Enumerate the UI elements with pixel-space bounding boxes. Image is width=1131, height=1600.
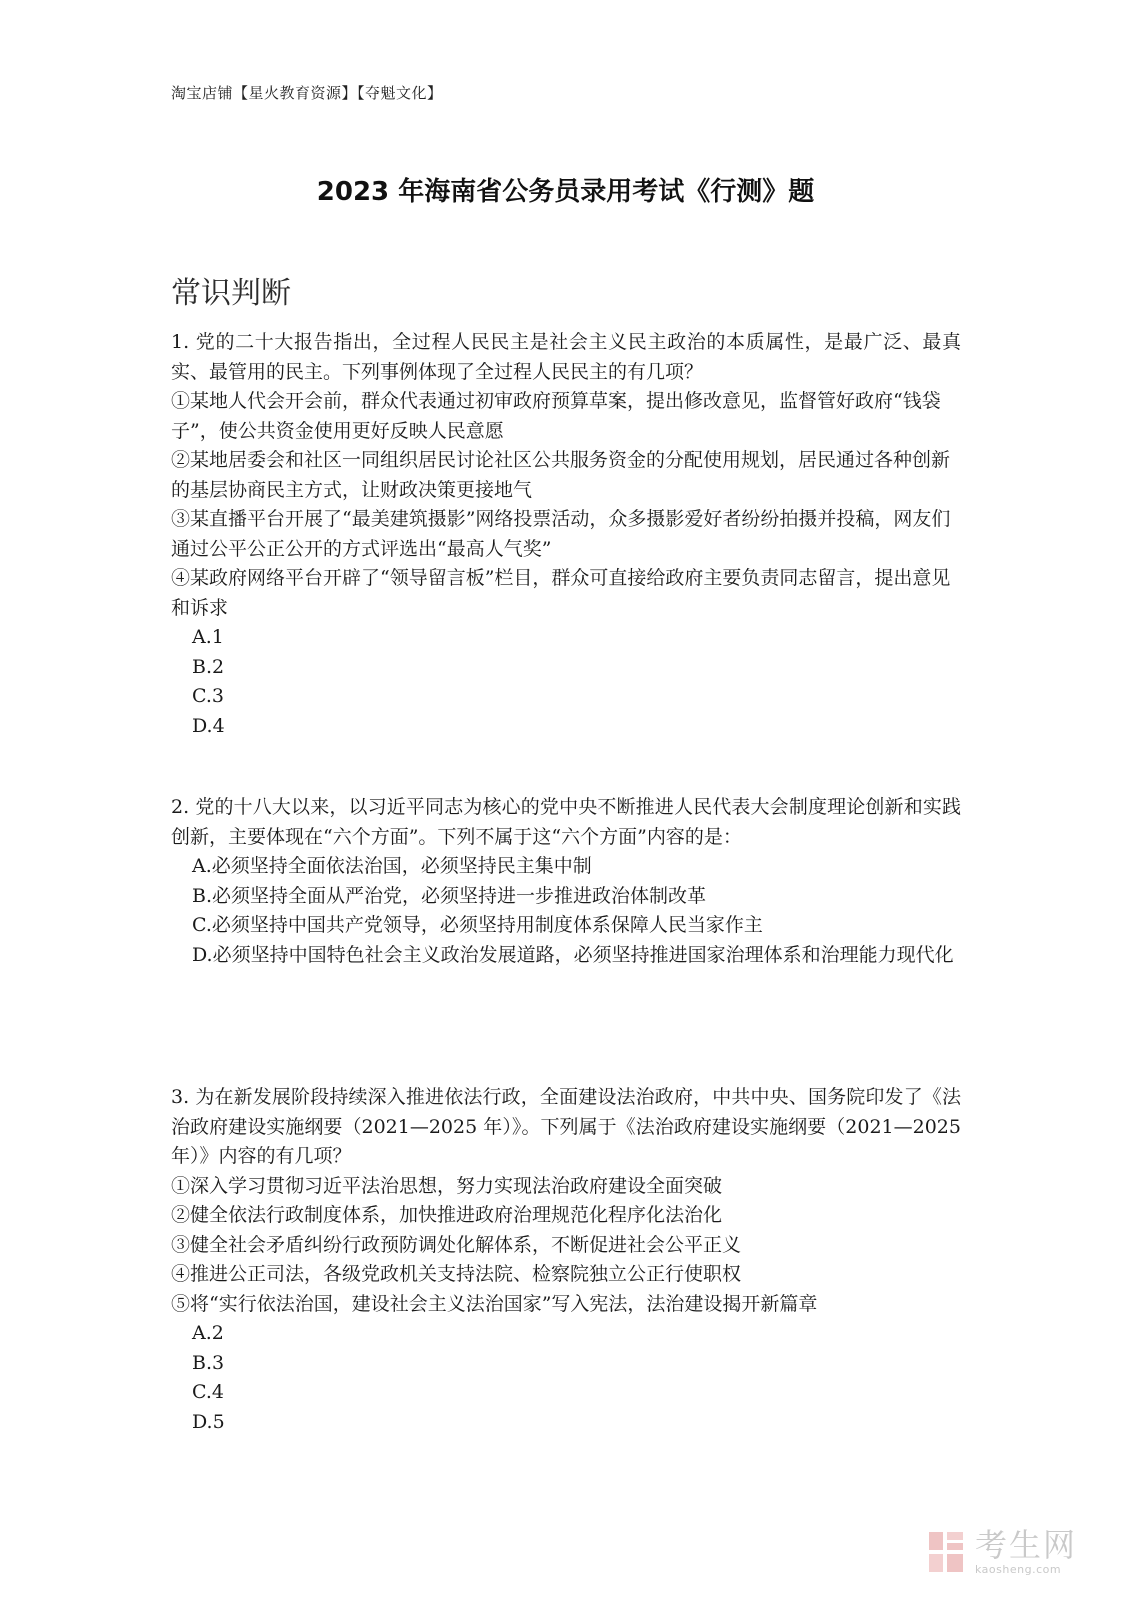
answer-option-d: D.必须坚持中国特色社会主义政治发展道路，必须坚持推进国家治理体系和治理能力现代化 [192, 943, 954, 966]
answer-option-c: C.4 [192, 1381, 224, 1403]
answer-option-a: A.2 [192, 1322, 224, 1344]
watermark-domain: kaosheng.com [975, 1563, 1062, 1576]
document-title: 2023 年海南省公务员录用考试《行测》题 [316, 177, 815, 207]
statement-item: ③某直播平台开展了“最美建筑摄影”网络投票活动，众多摄影爱好者纷纷拍摄并投稿，网友们通过公平公正公开的方式评选出“最高人气奖” [171, 508, 951, 560]
question-stem: 3. 为在新发展阶段持续深入推进依法行政，全面建设法治政府，中共中央、国务院印发了《法治政府建设实施纲要（2021—2025 年）》。下列属于《法治政府建设实施纲要（2021—2025 年）》内容的有几项？ [171, 1086, 961, 1167]
statement-item: ⑤将“实行依法治国，建设社会主义法治国家”写入宪法，法治建设揭开新篇章 [171, 1292, 818, 1315]
answer-option-c: C.3 [192, 685, 224, 707]
statement-item: ④某政府网络平台开辟了“领导留言板”栏目，群众可直接给政府主要负责同志留言，提出意见和诉求 [171, 567, 951, 619]
question-2 [171, 793, 961, 970]
answer-option-d: D.4 [192, 714, 225, 737]
answer-option-b: B.必须坚持全面从严治党，必须坚持进一步推进政治体制改革 [192, 884, 707, 907]
statement-item: ①深入学习贯彻习近平法治思想，努力实现法治政府建设全面突破 [171, 1174, 723, 1197]
statement-item: ①某地人代会开会前，群众代表通过初审政府预算草案，提出修改意见，监督管好政府“钱袋子”，使公共资金使用更好反映人民意愿 [171, 390, 941, 442]
watermark-name: 考生网 [975, 1526, 1078, 1564]
answer-option-d: D.5 [192, 1410, 225, 1433]
kaosheng-logo-icon [927, 1530, 967, 1574]
statement-item: ③健全社会矛盾纠纷行政预防调处化解体系，不断促进社会公平正义 [171, 1233, 742, 1256]
section-title: 常识判断 [171, 276, 291, 311]
question-3 [171, 1083, 961, 1437]
watermark [927, 1527, 1097, 1577]
statement-item: ④推进公正司法，各级党政机关支持法院、检察院独立公正行使职权 [171, 1263, 742, 1285]
answer-option-c: C.必须坚持中国共产党领导，必须坚持用制度体系保障人民当家作主 [192, 914, 763, 936]
question-stem: 2. 党的十八大以来，以习近平同志为核心的党中央不断推进人民代表大会制度理论创新和实践创新，主要体现在“六个方面”。下列不属于这“六个方面”内容的是： [171, 796, 961, 848]
question-1 [171, 328, 961, 741]
statement-item: ②某地居委会和社区一同组织居民讨论社区公共服务资金的分配使用规划，居民通过各种创新的基层协商民主方式，让财政决策更接地气 [171, 449, 951, 501]
statement-item: ②健全依法行政制度体系，加快推进政府治理规范化程序化法治化 [171, 1204, 723, 1226]
shop-header: 淘宝店铺【星火教育资源】【夺魁文化】 [171, 84, 443, 102]
answer-option-a: A.必须坚持全面依法治国，必须坚持民主集中制 [192, 855, 592, 877]
answer-option-b: B.2 [192, 655, 225, 678]
question-stem: 1. 党的二十大报告指出，全过程人民民主是社会主义民主政治的本质属性，是最广泛、最真实、最管用的民主。下列事例体现了全过程人民民主的有几项？ [171, 331, 961, 383]
answer-option-b: B.3 [192, 1351, 225, 1374]
answer-option-a: A.1 [192, 626, 224, 648]
